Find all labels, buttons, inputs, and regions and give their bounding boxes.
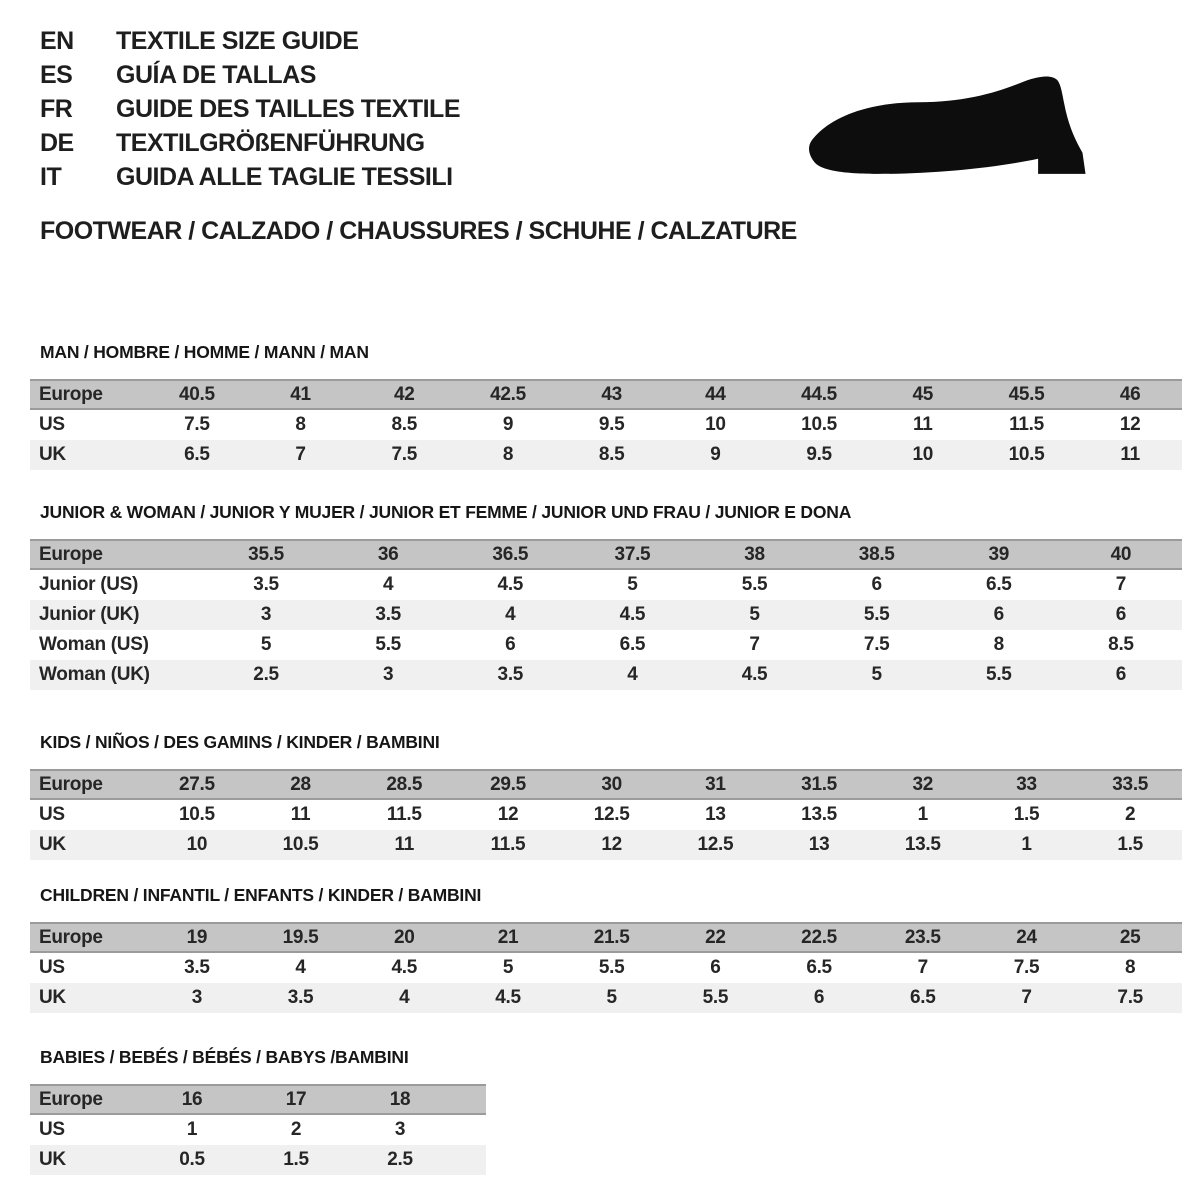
size-value: 4 [505, 604, 516, 625]
table-row [30, 1145, 486, 1175]
size-value: 1 [186, 1119, 198, 1140]
size-value: 21 [497, 926, 519, 948]
size-value: 5.5 [741, 574, 768, 595]
size-value: 3.5 [184, 957, 210, 978]
size-value: 6.5 [184, 444, 210, 465]
section-babies [30, 1047, 486, 1175]
row-label: US [39, 414, 65, 435]
size-value: 10.5 [801, 414, 837, 435]
table-header-row [30, 379, 1182, 410]
row-label: Junior (UK) [39, 604, 140, 625]
size-value: 13.5 [801, 804, 837, 825]
size-value: 4.5 [391, 957, 418, 978]
size-value: 2 [1125, 804, 1136, 825]
size-value: 10 [912, 444, 934, 465]
section-title: MAN / HOMBRE / HOMME / MANN / MAN [40, 342, 369, 362]
table-header-row [30, 539, 1182, 570]
size-value: 12 [601, 834, 622, 855]
size-value: 25 [1119, 926, 1141, 948]
language-title: TEXTILE SIZE GUIDE [116, 26, 359, 55]
size-value: 12.5 [697, 834, 734, 855]
size-value: 45.5 [1008, 383, 1045, 405]
size-value: 7 [295, 444, 306, 465]
size-value: 4.5 [495, 987, 521, 1008]
size-value: 5 [627, 574, 638, 595]
size-table [30, 1084, 486, 1175]
size-value: 5 [749, 604, 760, 625]
size-value: 13 [808, 834, 830, 855]
size-value: 8 [295, 414, 306, 435]
size-value: 7 [749, 634, 760, 655]
size-value: 39 [988, 543, 1010, 565]
size-table [30, 769, 1182, 860]
size-value: 10.5 [178, 804, 215, 825]
size-value: 44.5 [801, 383, 837, 405]
size-value: 1.5 [1117, 834, 1143, 855]
size-value: 5.5 [986, 664, 1012, 685]
size-value: 22 [705, 926, 726, 948]
size-value: 4 [383, 574, 394, 595]
size-value: 3 [260, 604, 272, 625]
size-value: 1 [1021, 834, 1032, 855]
size-value: 9 [502, 414, 514, 435]
language-title: GUIDE DES TAILLES TEXTILE [116, 94, 461, 123]
size-value: 45 [912, 383, 934, 405]
size-value: 29.5 [490, 773, 526, 795]
table-row [30, 600, 1182, 630]
section-title: JUNIOR & WOMAN / JUNIOR Y MUJER / JUNIOR ET FEMME / JUNIOR UND FRAU / JUNIOR E DONA [40, 502, 852, 522]
size-value: 0.5 [179, 1149, 205, 1170]
size-value: 4 [295, 957, 306, 978]
size-value: 10 [705, 414, 726, 435]
size-value: 37.5 [614, 543, 651, 565]
table-header-row [30, 769, 1182, 800]
size-value: 10.5 [282, 834, 319, 855]
size-value: 9.5 [598, 414, 625, 435]
size-value: 28.5 [386, 773, 423, 795]
size-value: 9.5 [806, 444, 832, 465]
row-label: US [39, 804, 65, 825]
language-title-block [40, 24, 460, 194]
size-value: 24 [1016, 926, 1037, 948]
size-value: 7 [1021, 987, 1032, 1008]
section-man [30, 342, 1182, 470]
size-value: 2.5 [387, 1149, 413, 1170]
size-value: 5.5 [598, 957, 625, 978]
shoe-icon [803, 71, 1139, 189]
table-row [30, 830, 1182, 860]
language-row [40, 24, 460, 58]
size-value: 7.5 [1013, 957, 1040, 978]
table-row [30, 953, 1182, 983]
size-value: 5 [871, 664, 882, 685]
table-row [30, 983, 1182, 1013]
language-row [40, 92, 460, 126]
size-value: 11 [913, 414, 933, 435]
size-value: 11 [1120, 444, 1140, 465]
size-value: 11.5 [1009, 414, 1044, 435]
size-value: 3.5 [253, 574, 279, 595]
language-code: ES [40, 60, 73, 89]
size-value: 16 [181, 1088, 203, 1110]
section-kids [30, 732, 1182, 860]
size-value: 33 [1016, 773, 1037, 795]
size-value: 6 [993, 604, 1004, 625]
row-label: Europe [39, 1088, 103, 1110]
size-value: 3.5 [497, 664, 524, 685]
size-value: 6.5 [619, 634, 646, 655]
size-value: 19.5 [282, 926, 319, 948]
size-value: 4 [399, 987, 410, 1008]
size-value: 4 [627, 664, 638, 685]
row-label: Junior (US) [39, 574, 139, 595]
size-value: 8 [993, 634, 1004, 655]
size-value: 38.5 [858, 543, 895, 565]
row-label: US [39, 957, 65, 978]
size-value: 8 [1125, 957, 1136, 978]
size-value: 31 [705, 773, 726, 795]
size-value: 7.5 [184, 414, 210, 435]
size-value: 42 [393, 383, 415, 405]
table-header-row [30, 1084, 486, 1115]
table-row [30, 440, 1182, 470]
category-heading: FOOTWEAR / CALZADO / CHAUSSURES / SCHUHE / CALZATURE [40, 217, 797, 245]
size-value: 1 [917, 804, 928, 825]
language-row [40, 126, 460, 160]
size-value: 5 [502, 957, 514, 978]
language-row [40, 160, 460, 194]
size-value: 38 [744, 543, 765, 565]
section-title: BABIES / BEBÉS / BÉBÉS / BABYS /BAMBINI [40, 1047, 409, 1067]
size-value: 5 [260, 634, 272, 655]
size-value: 40 [1110, 543, 1132, 565]
size-value: 7.5 [1117, 987, 1143, 1008]
size-value: 30 [601, 773, 622, 795]
size-value: 7 [917, 957, 928, 978]
row-label: Europe [39, 926, 103, 948]
size-value: 3 [383, 664, 394, 685]
size-value: 6.5 [986, 574, 1012, 595]
language-code: IT [40, 162, 62, 191]
size-value: 28 [290, 773, 311, 795]
size-table [30, 539, 1182, 690]
size-value: 43 [601, 383, 622, 405]
size-value: 44 [705, 383, 726, 405]
size-value: 8.5 [1108, 634, 1134, 655]
size-value: 11 [394, 834, 414, 855]
language-row [40, 58, 460, 92]
size-value: 6 [1115, 604, 1127, 625]
size-value: 2.5 [253, 664, 279, 685]
size-value: 35.5 [248, 543, 284, 565]
size-value: 11.5 [386, 804, 422, 825]
size-value: 3.5 [287, 987, 314, 1008]
size-value: 12 [497, 804, 519, 825]
section-title: CHILDREN / INFANTIL / ENFANTS / KINDER / BAMBINI [40, 885, 482, 905]
size-value: 8.5 [598, 444, 625, 465]
size-value: 8 [502, 444, 514, 465]
size-value: 5.5 [863, 604, 890, 625]
size-value: 6 [505, 634, 516, 655]
size-value: 27.5 [178, 773, 215, 795]
size-value: 13 [705, 804, 726, 825]
size-value: 6 [1115, 664, 1127, 685]
size-table [30, 922, 1182, 1013]
size-value: 6.5 [910, 987, 936, 1008]
size-value: 4.5 [619, 604, 646, 625]
size-value: 7 [1115, 574, 1127, 595]
row-label: Europe [39, 383, 103, 405]
size-value: 20 [393, 926, 415, 948]
language-code: EN [40, 26, 74, 55]
table-row [30, 800, 1182, 830]
size-value: 7.5 [391, 444, 418, 465]
size-value: 5 [606, 987, 617, 1008]
table-row [30, 570, 1182, 600]
language-title: TEXTILGRÖßENFÜHRUNG [116, 128, 425, 157]
size-value: 12.5 [593, 804, 630, 825]
section-title: KIDS / NIÑOS / DES GAMINS / KINDER / BAMBINI [40, 732, 440, 752]
size-value: 13.5 [904, 834, 941, 855]
row-label: Woman (UK) [39, 664, 150, 685]
size-value: 4.5 [741, 664, 768, 685]
size-value: 6 [871, 574, 882, 595]
size-value: 10 [186, 834, 208, 855]
size-value: 6 [710, 957, 721, 978]
language-title: GUÍA DE TALLAS [116, 60, 316, 89]
row-label: Woman (US) [39, 634, 149, 655]
size-value: 6.5 [806, 957, 832, 978]
size-value: 36.5 [492, 543, 529, 565]
size-value: 11 [290, 804, 311, 825]
row-label: US [39, 1119, 65, 1140]
row-label: Europe [39, 543, 103, 565]
size-value: 8.5 [391, 414, 418, 435]
size-value: 4.5 [497, 574, 524, 595]
size-value: 42.5 [490, 383, 526, 405]
size-value: 5.5 [375, 634, 401, 655]
table-row [30, 1115, 486, 1145]
language-code: DE [40, 128, 74, 157]
size-value: 11.5 [490, 834, 526, 855]
size-value: 19 [186, 926, 208, 948]
size-value: 12 [1119, 414, 1141, 435]
row-label: UK [39, 834, 66, 855]
size-value: 3 [191, 987, 202, 1008]
size-value: 18 [389, 1088, 411, 1110]
size-value: 17 [285, 1088, 307, 1110]
size-value: 22.5 [801, 926, 837, 948]
table-row [30, 410, 1182, 440]
size-value: 7.5 [863, 634, 890, 655]
language-title: GUIDA ALLE TAGLIE TESSILI [116, 162, 453, 191]
size-value: 6 [813, 987, 825, 1008]
size-value: 46 [1119, 383, 1141, 405]
table-row [30, 660, 1182, 690]
size-value: 41 [290, 383, 311, 405]
language-code: FR [40, 94, 73, 123]
row-label: UK [39, 444, 66, 465]
row-label: UK [39, 987, 66, 1008]
size-value: 1.5 [283, 1149, 309, 1170]
row-label: Europe [39, 773, 103, 795]
size-value: 23.5 [904, 926, 941, 948]
row-label: UK [39, 1149, 66, 1170]
size-value: 31.5 [801, 773, 837, 795]
size-value: 2 [290, 1119, 302, 1140]
size-value: 21.5 [593, 926, 630, 948]
section-children [30, 885, 1182, 1013]
size-value: 33.5 [1112, 773, 1149, 795]
section-junior-woman [30, 502, 1182, 690]
size-value: 3.5 [375, 604, 401, 625]
size-value: 40.5 [178, 383, 215, 405]
size-value: 5.5 [702, 987, 729, 1008]
size-table [30, 379, 1182, 470]
table-header-row [30, 922, 1182, 953]
size-value: 32 [912, 773, 934, 795]
size-value: 10.5 [1008, 444, 1045, 465]
table-row [30, 630, 1182, 660]
size-value: 1.5 [1013, 804, 1040, 825]
size-value: 36 [377, 543, 399, 565]
size-value: 3 [394, 1119, 406, 1140]
size-value: 9 [710, 444, 721, 465]
